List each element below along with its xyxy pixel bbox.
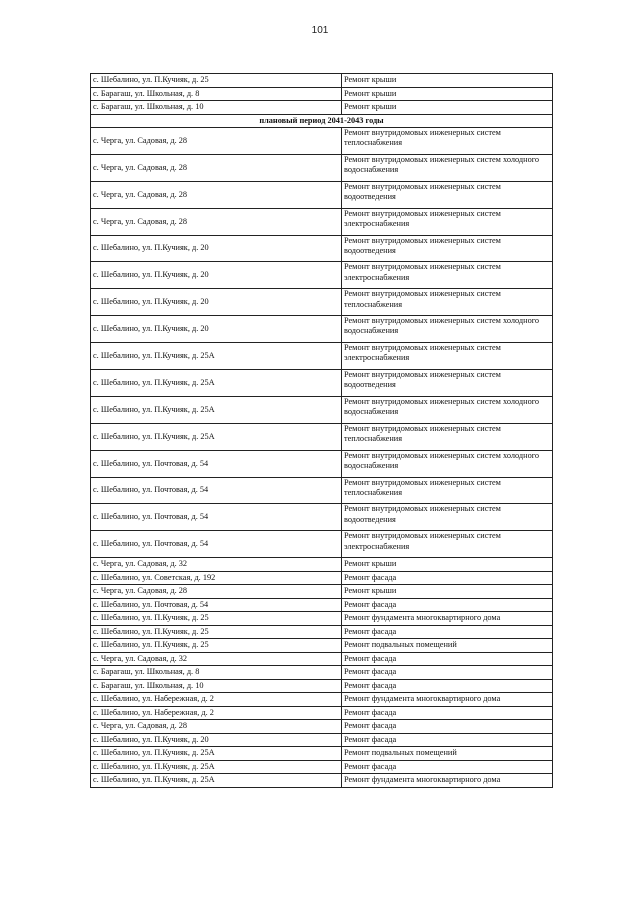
work-cell: Ремонт фасада	[342, 652, 553, 666]
table-row	[91, 154, 553, 181]
table-row	[91, 733, 553, 747]
table-row	[91, 531, 553, 558]
table-row	[91, 639, 553, 653]
address-cell: с. Шебалино, ул. П.Кучияк, д. 25А	[91, 370, 342, 397]
address-cell: с. Шебалино, ул. П.Кучияк, д. 25	[91, 74, 342, 88]
works-table	[90, 73, 553, 788]
table-row	[91, 370, 553, 397]
work-cell: Ремонт крыши	[342, 558, 553, 572]
address-cell: с. Черга, ул. Садовая, д. 32	[91, 558, 342, 572]
address-cell: с. Шебалино, ул. Набережная, д. 2	[91, 693, 342, 707]
work-cell: Ремонт внутридомовых инженерных систем водоотведения	[342, 504, 553, 531]
address-cell: с. Шебалино, ул. П.Кучияк, д. 25	[91, 612, 342, 626]
work-cell: Ремонт фундамента многоквартирного дома	[342, 774, 553, 788]
table-row	[91, 396, 553, 423]
table-row	[91, 720, 553, 734]
address-cell: с. Шебалино, ул. П.Кучияк, д. 25А	[91, 396, 342, 423]
page-number: 101	[311, 25, 329, 36]
address-cell: с. Черга, ул. Садовая, д. 32	[91, 652, 342, 666]
work-cell: Ремонт внутридомовых инженерных систем холодного водоснабжения	[342, 396, 553, 423]
work-cell: Ремонт фасада	[342, 666, 553, 680]
address-cell: с. Черга, ул. Садовая, д. 28	[91, 181, 342, 208]
table-row	[91, 87, 553, 101]
table-row	[91, 571, 553, 585]
table-row	[91, 666, 553, 680]
table-row	[91, 74, 553, 88]
address-cell: с. Шебалино, ул. Набережная, д. 2	[91, 706, 342, 720]
table-row	[91, 262, 553, 289]
work-cell: Ремонт внутридомовых инженерных систем водоотведения	[342, 181, 553, 208]
address-cell: с. Шебалино, ул. Советская, д. 192	[91, 571, 342, 585]
work-cell: Ремонт фасада	[342, 679, 553, 693]
table-row	[91, 289, 553, 316]
table-row	[91, 128, 553, 155]
table-row	[91, 558, 553, 572]
work-cell: Ремонт подвальных помещений	[342, 747, 553, 761]
work-cell: Ремонт внутридомовых инженерных систем теплоснабжения	[342, 289, 553, 316]
work-cell: Ремонт фасада	[342, 625, 553, 639]
table-row	[91, 181, 553, 208]
work-cell: Ремонт фасада	[342, 720, 553, 734]
table-row	[91, 101, 553, 115]
address-cell: с. Шебалино, ул. П.Кучияк, д. 25А	[91, 343, 342, 370]
address-cell: с. Барагаш, ул. Школьная, д. 8	[91, 87, 342, 101]
work-cell: Ремонт фасада	[342, 598, 553, 612]
table-row	[91, 625, 553, 639]
work-cell: Ремонт внутридомовых инженерных систем водоотведения	[342, 235, 553, 262]
works-table-body	[91, 74, 553, 788]
address-cell: с. Черга, ул. Садовая, д. 28	[91, 154, 342, 181]
table-row	[91, 423, 553, 450]
address-cell: с. Шебалино, ул. Почтовая, д. 54	[91, 504, 342, 531]
address-cell: с. Шебалино, ул. Почтовая, д. 54	[91, 450, 342, 477]
work-cell: Ремонт внутридомовых инженерных систем электроснабжения	[342, 208, 553, 235]
work-cell: Ремонт внутридомовых инженерных систем теплоснабжения	[342, 128, 553, 155]
table-row	[91, 706, 553, 720]
table-row	[91, 343, 553, 370]
address-cell: с. Шебалино, ул. П.Кучияк, д. 25	[91, 625, 342, 639]
work-cell: Ремонт фасада	[342, 706, 553, 720]
address-cell: с. Шебалино, ул. П.Кучияк, д. 25А	[91, 747, 342, 761]
address-cell: с. Шебалино, ул. П.Кучияк, д. 20	[91, 733, 342, 747]
address-cell: с. Черга, ул. Садовая, д. 28	[91, 720, 342, 734]
address-cell: с. Барагаш, ул. Школьная, д. 10	[91, 101, 342, 115]
address-cell: с. Шебалино, ул. П.Кучияк, д. 20	[91, 316, 342, 343]
table-row	[91, 208, 553, 235]
work-cell: Ремонт крыши	[342, 585, 553, 599]
work-cell: Ремонт фундамента многоквартирного дома	[342, 693, 553, 707]
address-cell: с. Шебалино, ул. П.Кучияк, д. 25А	[91, 760, 342, 774]
table-row	[91, 652, 553, 666]
address-cell: с. Шебалино, ул. П.Кучияк, д. 20	[91, 235, 342, 262]
table-row	[91, 504, 553, 531]
work-cell: Ремонт внутридомовых инженерных систем холодного водоснабжения	[342, 450, 553, 477]
work-cell: Ремонт фасада	[342, 733, 553, 747]
work-cell: Ремонт внутридомовых инженерных систем теплоснабжения	[342, 477, 553, 504]
address-cell: с. Черга, ул. Садовая, д. 28	[91, 585, 342, 599]
work-cell: Ремонт внутридомовых инженерных систем холодного водоснабжения	[342, 316, 553, 343]
work-cell: Ремонт подвальных помещений	[342, 639, 553, 653]
address-cell: с. Шебалино, ул. П.Кучияк, д. 20	[91, 262, 342, 289]
work-cell: Ремонт крыши	[342, 87, 553, 101]
work-cell: Ремонт внутридомовых инженерных систем электроснабжения	[342, 262, 553, 289]
address-cell: с. Шебалино, ул. Почтовая, д. 54	[91, 477, 342, 504]
address-cell: с. Шебалино, ул. Почтовая, д. 54	[91, 598, 342, 612]
work-cell: Ремонт внутридомовых инженерных систем водоотведения	[342, 370, 553, 397]
table-row	[91, 612, 553, 626]
address-cell: с. Барагаш, ул. Школьная, д. 8	[91, 666, 342, 680]
work-cell: Ремонт фасада	[342, 571, 553, 585]
work-cell: Ремонт внутридомовых инженерных систем холодного водоснабжения	[342, 154, 553, 181]
work-cell: Ремонт крыши	[342, 101, 553, 115]
address-cell: с. Шебалино, ул. П.Кучияк, д. 25А	[91, 423, 342, 450]
address-cell: с. Шебалино, ул. П.Кучияк, д. 25	[91, 639, 342, 653]
address-cell: с. Шебалино, ул. Почтовая, д. 54	[91, 531, 342, 558]
period-heading: плановый период 2041-2043 годы	[91, 114, 553, 128]
work-cell: Ремонт крыши	[342, 74, 553, 88]
work-cell: Ремонт фундамента многоквартирного дома	[342, 612, 553, 626]
work-cell: Ремонт внутридомовых инженерных систем электроснабжения	[342, 343, 553, 370]
table-row	[91, 774, 553, 788]
table-row	[91, 235, 553, 262]
address-cell: с. Шебалино, ул. П.Кучияк, д. 25А	[91, 774, 342, 788]
table-row	[91, 747, 553, 761]
address-cell: с. Барагаш, ул. Школьная, д. 10	[91, 679, 342, 693]
address-cell: с. Шебалино, ул. П.Кучияк, д. 20	[91, 289, 342, 316]
table-row	[91, 477, 553, 504]
table-row	[91, 598, 553, 612]
table-row	[91, 693, 553, 707]
table-row	[91, 679, 553, 693]
table-row	[91, 585, 553, 599]
table-row	[91, 760, 553, 774]
work-cell: Ремонт внутридомовых инженерных систем теплоснабжения	[342, 423, 553, 450]
address-cell: с. Черга, ул. Садовая, д. 28	[91, 208, 342, 235]
work-cell: Ремонт внутридомовых инженерных систем электроснабжения	[342, 531, 553, 558]
table-row	[91, 450, 553, 477]
address-cell: с. Черга, ул. Садовая, д. 28	[91, 128, 342, 155]
period-heading-row	[91, 114, 553, 128]
table-row	[91, 316, 553, 343]
work-cell: Ремонт фасада	[342, 760, 553, 774]
